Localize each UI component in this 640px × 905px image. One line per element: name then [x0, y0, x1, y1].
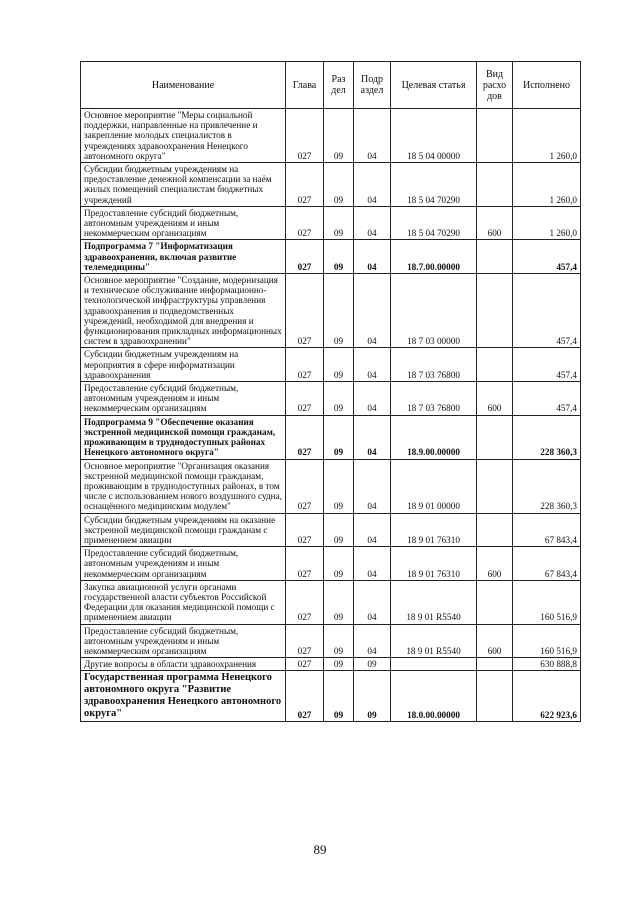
cell-vid-raskhodov [477, 109, 513, 163]
cell-ispolneno: 457,4 [513, 240, 581, 274]
cell-ispolneno: 160 516,9 [513, 624, 581, 658]
cell-tselevaya-statya: 18 9 01 76310 [391, 547, 477, 581]
table-row [81, 415, 581, 459]
cell-podrazdel: 04 [354, 206, 391, 240]
cell-vid-raskhodov: 600 [477, 547, 513, 581]
table-header-row [81, 62, 581, 109]
table-row [81, 624, 581, 658]
cell-name: Субсидии бюджетным учреждениям на мероприятия в сфере информатизации здравоохранения [81, 348, 286, 382]
cell-vid-raskhodov [477, 459, 513, 513]
cell-podrazdel: 04 [354, 348, 391, 382]
cell-ispolneno: 457,4 [513, 274, 581, 348]
cell-glava: 027 [286, 415, 324, 459]
cell-name: Предоставление субсидий бюджетным, автономным учреждениям и иным некоммерческим организациям [81, 624, 286, 658]
header-vid-raskhodov: Вид расхо дов [477, 62, 513, 109]
cell-podrazdel: 04 [354, 547, 391, 581]
cell-razdel: 09 [324, 382, 354, 416]
cell-glava: 027 [286, 206, 324, 240]
header-tselevaya-statya: Целевая статья [391, 62, 477, 109]
cell-ispolneno: 160 516,9 [513, 580, 581, 624]
cell-name: Основное мероприятие "Организация оказания экстренной медицинской помощи гражданам, проживающим в труднодоступных районах, в том числе с использованием нового воздушного судна, оснащённого медицинским модулем" [81, 459, 286, 513]
cell-glava: 027 [286, 109, 324, 163]
page-number: 89 [313, 842, 327, 857]
cell-podrazdel: 04 [354, 624, 391, 658]
cell-glava: 027 [286, 513, 324, 547]
cell-razdel: 09 [324, 580, 354, 624]
cell-name: Основное мероприятие "Меры социальной поддержки, направленные на привлечение и закрепление молодых специалистов в учреждениях здравоохранения Ненецкого автономного округа" [81, 109, 286, 163]
header-ispolneno: Исполнено [513, 62, 581, 109]
cell-vid-raskhodov [477, 671, 513, 722]
table-row [81, 206, 581, 240]
table-row [81, 274, 581, 348]
cell-podrazdel: 04 [354, 415, 391, 459]
cell-glava: 027 [286, 580, 324, 624]
cell-ispolneno: 1 260,0 [513, 163, 581, 207]
table-row [81, 459, 581, 513]
cell-vid-raskhodov: 600 [477, 382, 513, 416]
cell-tselevaya-statya: 18 9 01 00000 [391, 459, 477, 513]
cell-razdel: 09 [324, 163, 354, 207]
cell-tselevaya-statya: 18 5 04 00000 [391, 109, 477, 163]
cell-podrazdel: 04 [354, 109, 391, 163]
cell-vid-raskhodov [477, 348, 513, 382]
cell-razdel: 09 [324, 513, 354, 547]
cell-glava: 027 [286, 382, 324, 416]
cell-podrazdel: 04 [354, 274, 391, 348]
cell-razdel: 09 [324, 671, 354, 722]
cell-ispolneno: 457,4 [513, 348, 581, 382]
cell-ispolneno: 1 260,0 [513, 109, 581, 163]
cell-tselevaya-statya: 18 9 01 R5540 [391, 580, 477, 624]
table-row [81, 109, 581, 163]
cell-vid-raskhodov [477, 415, 513, 459]
cell-glava: 027 [286, 348, 324, 382]
cell-glava: 027 [286, 163, 324, 207]
cell-tselevaya-statya: 18 5 04 70290 [391, 163, 477, 207]
cell-razdel: 09 [324, 240, 354, 274]
cell-name: Подпрограмма 9 "Обеспечение оказания экстренной медицинской помощи гражданам, проживающим в труднодоступных районах Ненецкого автономного округа" [81, 415, 286, 459]
cell-glava: 027 [286, 671, 324, 722]
cell-vid-raskhodov [477, 513, 513, 547]
cell-glava: 027 [286, 547, 324, 581]
cell-ispolneno: 1 260,0 [513, 206, 581, 240]
cell-razdel: 09 [324, 109, 354, 163]
table-row [81, 580, 581, 624]
cell-name: Другие вопросы в области здравоохранения [81, 658, 286, 671]
cell-podrazdel: 09 [354, 658, 391, 671]
cell-name: Основное мероприятие "Создание, модернизация и техническое обслуживание информационно-технологической инфраструктуры управления здравоохранения и подведомственных учреждений, необходимой для внедрения и функционирования прикладных информационных систем в здравоохранении" [81, 274, 286, 348]
cell-ispolneno: 67 843,4 [513, 547, 581, 581]
cell-vid-raskhodov: 600 [477, 624, 513, 658]
cell-tselevaya-statya: 18 7 03 76800 [391, 348, 477, 382]
cell-name: Предоставление субсидий бюджетным, автономным учреждениям и иным некоммерческим организациям [81, 206, 286, 240]
cell-podrazdel: 04 [354, 459, 391, 513]
cell-ispolneno: 228 360,3 [513, 415, 581, 459]
cell-tselevaya-statya: 18 7 03 00000 [391, 274, 477, 348]
cell-razdel: 09 [324, 274, 354, 348]
cell-vid-raskhodov [477, 163, 513, 207]
table-row [81, 658, 581, 671]
cell-name: Предоставление субсидий бюджетным, автономным учреждениям и иным некоммерческим организациям [81, 382, 286, 416]
cell-razdel: 09 [324, 658, 354, 671]
cell-glava: 027 [286, 459, 324, 513]
cell-podrazdel: 09 [354, 671, 391, 722]
table-row [81, 671, 581, 722]
cell-podrazdel: 04 [354, 240, 391, 274]
cell-tselevaya-statya: 18 9 01 76310 [391, 513, 477, 547]
cell-razdel: 09 [324, 459, 354, 513]
cell-vid-raskhodov [477, 274, 513, 348]
cell-tselevaya-statya: 18.0.00.00000 [391, 671, 477, 722]
cell-vid-raskhodov [477, 240, 513, 274]
cell-vid-raskhodov [477, 580, 513, 624]
cell-glava: 027 [286, 274, 324, 348]
table-row [81, 163, 581, 207]
header-razdel: Раз дел [324, 62, 354, 109]
cell-glava: 027 [286, 624, 324, 658]
cell-name: Подпрограмма 7 "Информатизация здравоохранения, включая развитие телемедицины" [81, 240, 286, 274]
table-row [81, 382, 581, 416]
cell-tselevaya-statya [391, 658, 477, 671]
table-body [81, 109, 581, 722]
cell-tselevaya-statya: 18 9 01 R5540 [391, 624, 477, 658]
cell-razdel: 09 [324, 547, 354, 581]
cell-vid-raskhodov [477, 658, 513, 671]
table-row [81, 240, 581, 274]
cell-tselevaya-statya: 18.9.00.00000 [391, 415, 477, 459]
table-row [81, 348, 581, 382]
cell-ispolneno: 457,4 [513, 382, 581, 416]
cell-name: Закупка авиационной услуги органами государственной власти субъектов Российской Федерации для оказания медицинской помощи с применением авиации [81, 580, 286, 624]
header-name: Наименование [81, 62, 286, 109]
cell-glava: 027 [286, 658, 324, 671]
cell-name: Предоставление субсидий бюджетным, автономным учреждениям и иным некоммерческим организациям [81, 547, 286, 581]
budget-table [80, 61, 581, 722]
cell-razdel: 09 [324, 415, 354, 459]
cell-name: Субсидии бюджетным учреждениям на предоставление денежной компенсации за наём жилых помещений специалистам бюджетных учреждений [81, 163, 286, 207]
cell-ispolneno: 622 923,6 [513, 671, 581, 722]
table-row [81, 513, 581, 547]
cell-name: Субсидии бюджетным учреждениям на оказание экстренной медицинской помощи гражданам с применением авиации [81, 513, 286, 547]
table-row [81, 547, 581, 581]
cell-glava: 027 [286, 240, 324, 274]
cell-ispolneno: 67 843,4 [513, 513, 581, 547]
cell-ispolneno: 630 888,8 [513, 658, 581, 671]
header-glava: Глава [286, 62, 324, 109]
cell-podrazdel: 04 [354, 513, 391, 547]
cell-tselevaya-statya: 18 5 04 70290 [391, 206, 477, 240]
cell-name: Государственная программа Ненецкого автономного округа "Развитие здравоохранения Ненецкого автономного округа" [81, 671, 286, 722]
cell-vid-raskhodov: 600 [477, 206, 513, 240]
header-podrazdel: Подр аздел [354, 62, 391, 109]
cell-tselevaya-statya: 18.7.00.00000 [391, 240, 477, 274]
cell-razdel: 09 [324, 206, 354, 240]
cell-podrazdel: 04 [354, 382, 391, 416]
cell-podrazdel: 04 [354, 580, 391, 624]
cell-tselevaya-statya: 18 7 03 76800 [391, 382, 477, 416]
cell-ispolneno: 228 360,3 [513, 459, 581, 513]
cell-razdel: 09 [324, 624, 354, 658]
cell-podrazdel: 04 [354, 163, 391, 207]
cell-razdel: 09 [324, 348, 354, 382]
